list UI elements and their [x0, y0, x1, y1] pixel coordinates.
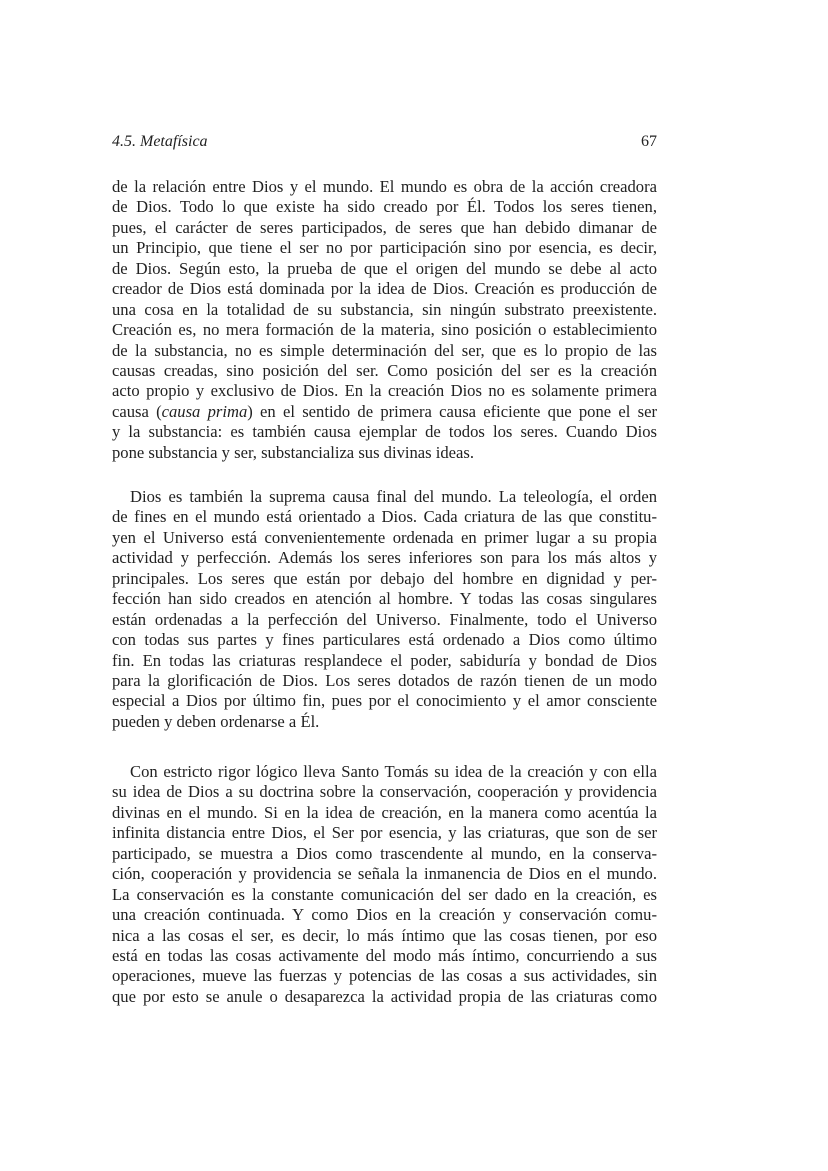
text-line: yen el Universo está convenientemente ordenada en primer lugar a su propia [112, 527, 657, 547]
text-line: de Dios. Todo lo que existe ha sido creado por Él. Todos los seres tienen, [112, 197, 657, 217]
text-line: fin. En todas las criaturas resplandece el poder, sabiduría y bondad de Dios [112, 650, 657, 670]
text-line: ción, cooperación y providencia se señala la inmanencia de Dios en el mundo. [112, 864, 657, 884]
text-line: pues, el carácter de seres participados, de seres que han debido dimanar de [112, 217, 657, 237]
text-line: y la substancia: es también causa ejemplar de todos los seres. Cuando Dios [112, 422, 657, 442]
text-line: divinas en el mundo. Si en la idea de creación, en la manera como acentúa la [112, 802, 657, 822]
text-line: para la glorificación de Dios. Los seres dotados de razón tienen de un modo [112, 670, 657, 690]
text-line: que por esto se anule o desaparezca la actividad propia de las criaturas como [112, 986, 657, 1006]
text-line: especial a Dios por último fin, pues por el conocimiento y el amor consciente [112, 691, 657, 711]
text-line: Creación es, no mera formación de la materia, sino posición o establecimiento [112, 320, 657, 340]
text-line: nica a las cosas el ser, es decir, lo más íntimo que las cosas tienen, por eso [112, 925, 657, 945]
running-header [112, 133, 657, 155]
text-line: creador de Dios está dominada por la idea de Dios. Creación es producción de [112, 279, 657, 299]
text-line: La conservación es la constante comunicación del ser dado en la creación, es [112, 884, 657, 904]
text-line: de Dios. Según esto, la prueba de que el origen del mundo se debe al acto [112, 258, 657, 278]
paragraph [112, 762, 657, 1007]
paragraph [112, 487, 657, 732]
text-line: infinita distancia entre Dios, el Ser por esencia, y las criaturas, que son de ser [112, 823, 657, 843]
text-line: participado, se muestra a Dios como trascendente al mundo, en la conserva- [112, 843, 657, 863]
text-line: Dios es también la suprema causa final del mundo. La teleología, el orden [130, 487, 657, 506]
text-line: operaciones, mueve las fuerzas y potencias de las cosas a sus actividades, sin [112, 966, 657, 986]
text-line: fección han sido creados en atención al hombre. Y todas las cosas singulares [112, 589, 657, 609]
text-line: causa (causa prima) en el sentido de primera causa eficiente que pone el ser [112, 401, 657, 421]
text-line: Con estricto rigor lógico lleva Santo Tomás su idea de la creación y con ella [130, 762, 657, 781]
text-line: pone substancia y ser, substancializa sus divinas ideas. [112, 442, 475, 462]
text-line: están ordenadas a la perfección del Universo. Finalmente, todo el Universo [112, 609, 657, 629]
text-line: principales. Los seres que están por debajo del hombre en dignidad y per- [112, 568, 657, 588]
text-line: causas creadas, sino posición del ser. Como posición del ser es la creación [112, 360, 657, 380]
running-title: 4.5. Metafísica [112, 133, 208, 150]
text-line: un Principio, que tiene el ser no por participación sino por esencia, es decir, [112, 238, 657, 258]
text-line: actividad y perfección. Además los seres inferiores son para los más altos y [112, 548, 657, 568]
page-number: 67 [641, 133, 657, 150]
text-line: pueden y deben ordenarse a Él. [112, 711, 320, 731]
text-line: de fines en el mundo está orientado a Dios. Cada criatura de las que constitu- [112, 507, 657, 527]
text-line: una cosa en la totalidad de su substancia, sin ningún substrato preexistente. [112, 299, 657, 319]
text-line: de la relación entre Dios y el mundo. El mundo es obra de la acción creadora [112, 177, 657, 196]
text-line: una creación continuada. Y como Dios en la creación y conservación comu- [112, 905, 657, 925]
text-line: acto propio y exclusivo de Dios. En la creación Dios no es solamente primera [112, 381, 657, 401]
paragraph [112, 177, 657, 463]
text-line: con todas sus partes y fines particulares está ordenado a Dios como último [112, 630, 657, 650]
text-line: de la substancia, no es simple determinación del ser, que es lo propio de las [112, 340, 657, 360]
text-line: está en todas las cosas activamente del modo más íntimo, concurriendo a sus [112, 945, 657, 965]
text-line: su idea de Dios a su doctrina sobre la conservación, cooperación y providencia [112, 782, 657, 802]
